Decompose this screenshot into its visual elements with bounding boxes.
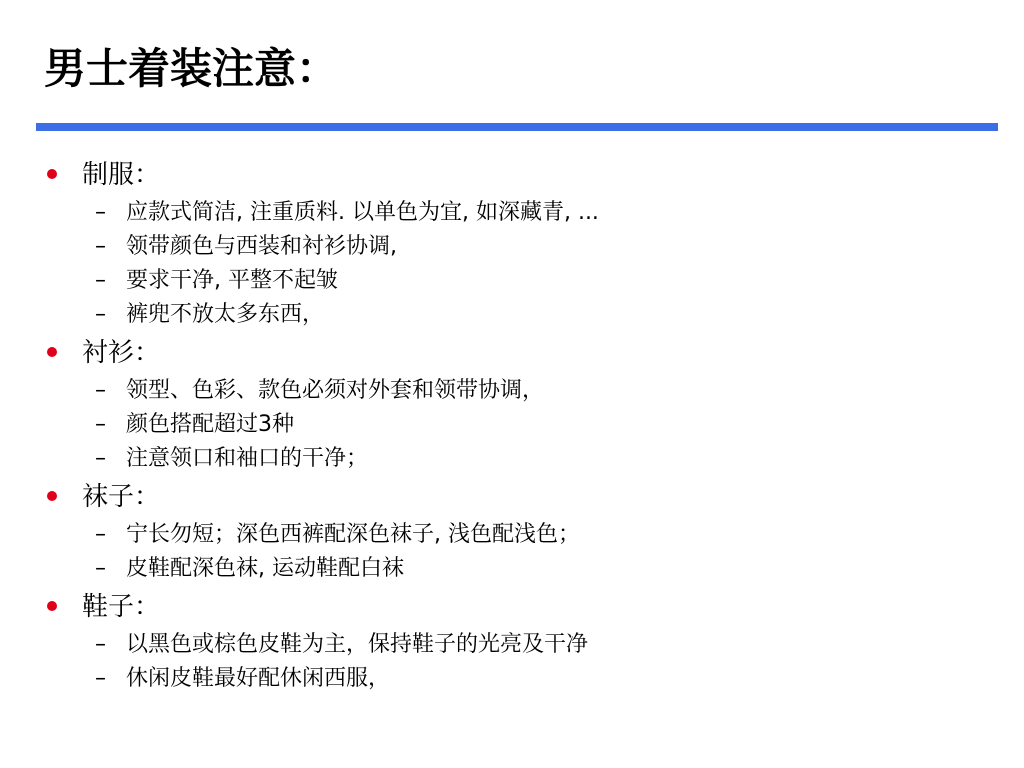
section-socks [40, 476, 1000, 586]
bullet-dot-icon [47, 491, 57, 501]
sub-item [40, 196, 1000, 230]
bullet-item [40, 476, 1000, 518]
sub-item [40, 230, 1000, 264]
sub-item [40, 552, 1000, 586]
dash-icon: – [95, 522, 106, 547]
dash-icon: – [95, 632, 106, 657]
sub-item-text: 要求干净, 平整不起皱 [126, 268, 338, 293]
sub-item-text: 裤兜不放太多东西， [126, 302, 325, 327]
section-shoes [40, 586, 1000, 696]
sub-item-text: 领带颜色与西装和衬衫协调, [126, 234, 397, 259]
sub-item-text: 颜色搭配超过3种 [126, 412, 294, 437]
sub-item [40, 518, 1000, 552]
bullet-heading: 袜子： [82, 482, 161, 512]
slide-title: 男士着装注意： [44, 44, 339, 93]
bullet-dot-icon [47, 347, 57, 357]
sub-item-text: 休闲皮鞋最好配休闲西服， [126, 666, 391, 691]
sub-item [40, 374, 1000, 408]
dash-icon: – [95, 378, 106, 403]
section-shirt [40, 332, 1000, 476]
dash-icon: – [95, 268, 106, 293]
title-divider [36, 123, 998, 131]
bullet-dot-icon [47, 601, 57, 611]
sub-item [40, 408, 1000, 442]
dash-icon: – [95, 412, 106, 437]
sub-item [40, 264, 1000, 298]
sub-item-text: 宁长勿短；深色西裤配深色袜子, 浅色配浅色； [126, 522, 580, 547]
dash-icon: – [95, 556, 106, 581]
dash-icon: – [95, 446, 106, 471]
bullet-heading: 制服： [82, 160, 161, 190]
dash-icon: – [95, 234, 106, 259]
sub-item [40, 662, 1000, 696]
sub-item-text: 以黑色或棕色皮鞋为主，保持鞋子的光亮及干净 [126, 632, 589, 657]
bullet-list [40, 154, 1000, 696]
bullet-item [40, 154, 1000, 196]
sub-item-text: 领型、色彩、款色必须对外套和领带协调， [126, 378, 545, 403]
bullet-heading: 衬衫： [82, 338, 161, 368]
sub-item [40, 442, 1000, 476]
sub-item [40, 298, 1000, 332]
bullet-heading: 鞋子： [82, 592, 161, 622]
bullet-item [40, 332, 1000, 374]
bullet-item [40, 586, 1000, 628]
dash-icon: – [95, 200, 106, 225]
sub-item-text: 皮鞋配深色袜, 运动鞋配白袜 [126, 556, 404, 581]
section-uniform [40, 154, 1000, 332]
dash-icon: – [95, 302, 106, 327]
sub-item-text: 注意领口和袖口的干净； [126, 446, 369, 471]
dash-icon: – [95, 666, 106, 691]
sub-item-text: 应款式简洁, 注重质料. 以单色为宜, 如深藏青, ... [126, 200, 599, 225]
sub-item [40, 628, 1000, 662]
bullet-dot-icon [47, 169, 57, 179]
